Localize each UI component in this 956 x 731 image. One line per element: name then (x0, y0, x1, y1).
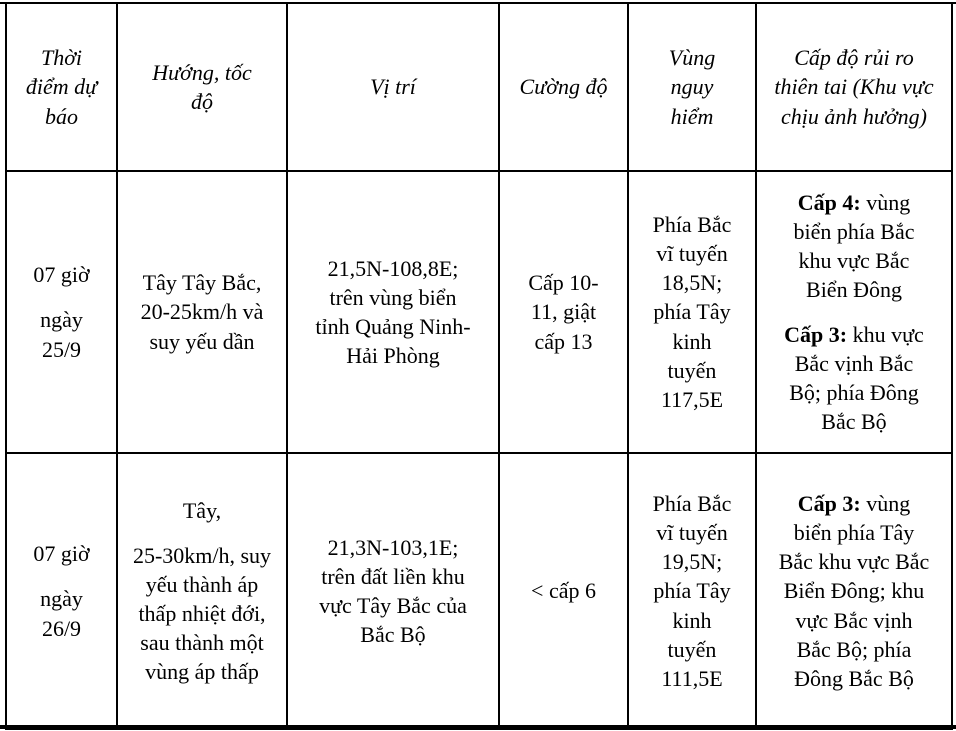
cell-paragraph: 21,3N-103,1E; trên đất liền khu vực Tây Bắc của Bắc Bộ (319, 534, 467, 648)
cell-forecast-time-row1 (6, 171, 117, 453)
cell-paragraph: Tây Tây Bắc, 20-25km/h và suy yếu dần (140, 270, 264, 354)
table-row-2 (6, 453, 952, 729)
header-cell-intensity: Cường độ (499, 3, 628, 171)
header-cell-danger-zone: Vùng nguy hiểm (628, 3, 756, 171)
header-row (6, 3, 952, 171)
cell-paragraph: 07 giờ (33, 262, 90, 288)
risk-level-label: Cấp 3: (797, 491, 861, 517)
table-row-1 (6, 171, 952, 453)
table-header (6, 3, 952, 171)
risk-level-label: Cấp 3: (784, 322, 848, 347)
risk-level-label: Cấp 4: (797, 189, 861, 215)
cell-direction-speed-row2 (117, 453, 287, 729)
cell-disaster-risk-level-row2 (756, 453, 952, 729)
cell-danger-zone-row2 (628, 453, 756, 729)
cell-paragraph: ngày 25/9 (40, 307, 83, 362)
cell-paragraph: Cấp 3: khu vực Bắc vịnh Bắc Bộ; phía Đông Bắc Bộ (784, 322, 924, 435)
cell-paragraph: Cấp 4: vùng biển phía Bắc khu vực Bắc Biển Đông (793, 189, 915, 302)
cell-position-row2 (287, 453, 499, 729)
table-body (6, 171, 952, 729)
cell-intensity-row1 (499, 171, 628, 453)
cell-direction-speed-row1 (117, 171, 287, 453)
cell-danger-zone-row1 (628, 171, 756, 453)
cell-paragraph: ngày 26/9 (40, 586, 83, 641)
cell-disaster-risk-level-row1 (756, 171, 952, 453)
cell-paragraph: Phía Bắc vĩ tuyến 18,5N; phía Tây kinh tuyến 117,5E (652, 212, 732, 412)
cell-intensity-row2 (499, 453, 628, 729)
header-cell-forecast-time: Thời điểm dự báo (6, 3, 117, 171)
header-cell-position: Vị trí (287, 3, 499, 171)
cell-paragraph: Phía Bắc vĩ tuyến 19,5N; phía Tây kinh tuyến 111,5E (652, 491, 732, 691)
header-cell-disaster-risk-level: Cấp độ rủi ro thiên tai (Khu vực chịu ảnh hưởng) (756, 3, 952, 171)
cell-paragraph: 25-30km/h, suy yếu thành áp thấp nhiệt đới, sau thành một vùng áp thấp (132, 542, 272, 685)
cell-paragraph: < cấp 6 (531, 578, 596, 604)
cell-paragraph: Tây, (182, 497, 222, 523)
cell-forecast-time-row2 (6, 453, 117, 729)
cell-paragraph: 21,5N-108,8E; trên vùng biển tỉnh Quảng Ninh-Hải Phòng (315, 255, 471, 369)
header-cell-direction-speed: Hướng, tốc độ (117, 3, 287, 171)
storm-forecast-table (5, 2, 953, 730)
cell-position-row1 (287, 171, 499, 453)
cell-paragraph: Cấp 10-11, giật cấp 13 (528, 270, 599, 354)
cell-paragraph: Cấp 3: vùng biển phía Tây Bắc khu vực Bắc Biển Đông; khu vực Bắc vịnh Bắc Bộ; phía Đông Bắc Bộ (778, 491, 930, 691)
cell-paragraph: 07 giờ (33, 541, 90, 567)
